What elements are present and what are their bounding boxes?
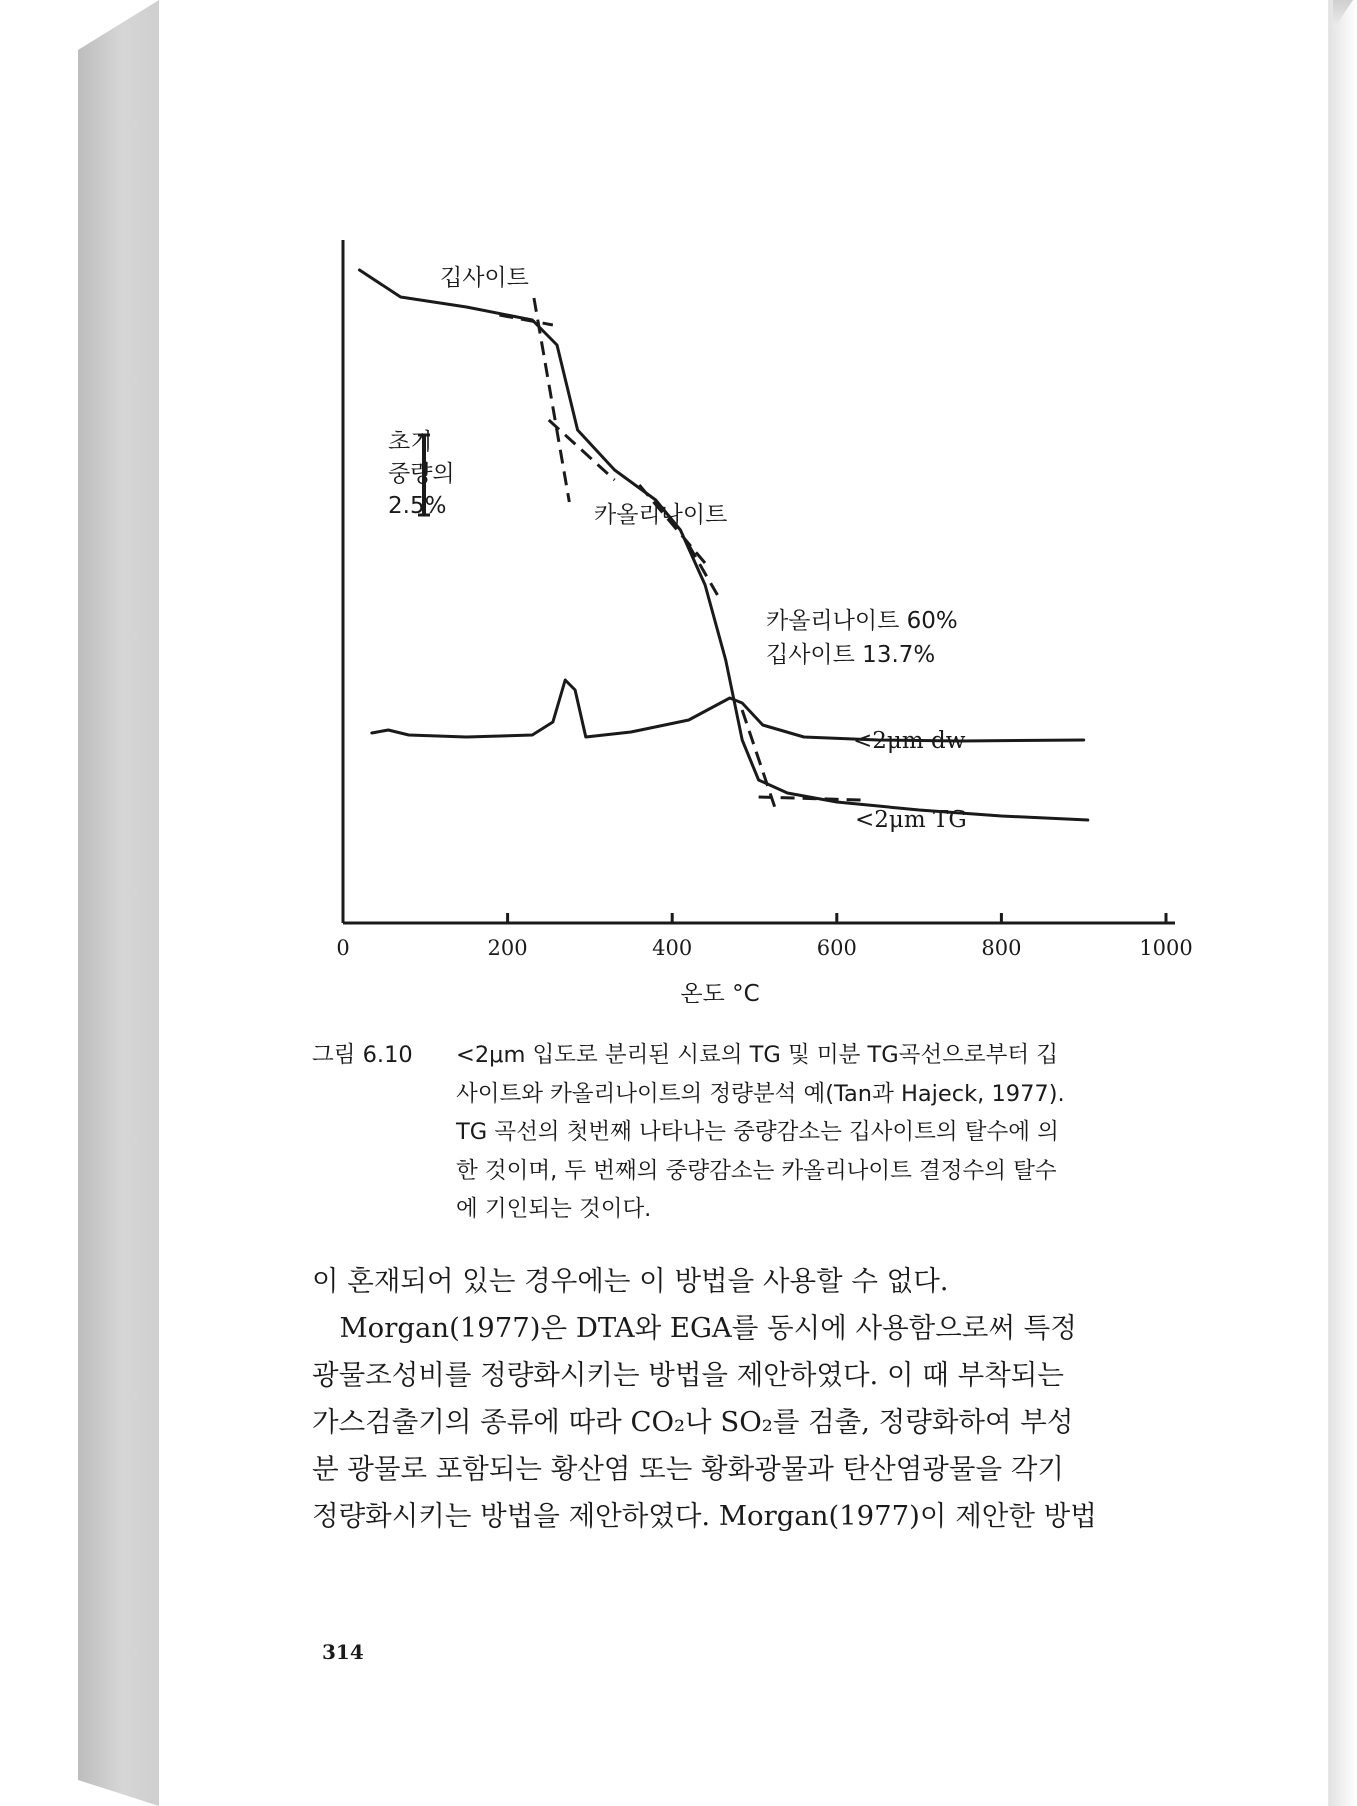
caption-label: 그림 6.10: [312, 1042, 413, 1068]
caption-line: 한 것이며, 두 번째의 중량감소는 카올리나이트 결정수의 탈수: [456, 1157, 1057, 1184]
body-line: 가스검출기의 종류에 따라 CO₂나 SO₂를 검출, 정량화하여 부성: [312, 1406, 1074, 1438]
tg-series-label: <2μm TG: [855, 807, 967, 833]
chart-axes: [343, 240, 1175, 923]
caption-line: 사이트와 카올리나이트의 정량분석 예(Tan과 Hajeck, 1977).: [456, 1080, 1065, 1107]
x-axis-label: 온도 °C: [680, 981, 760, 1007]
caption-text: [456, 1036, 1234, 1229]
dw-series-label: <2μm dw: [853, 728, 966, 754]
caption-line: TG 곡선의 첫번째 나타나는 중량감소는 깁사이트의 탈수에 의: [456, 1119, 1059, 1145]
tg-dtg-chart: [300, 225, 1200, 1015]
scale-label-line3: 2.5%: [388, 493, 447, 519]
body-line: 정량화시키는 방법을 제안하였다. Morgan(1977)이 제안한 방법: [312, 1500, 1097, 1532]
tangent-lines: [499, 298, 861, 808]
body-line: 분 광물로 포함되는 황산염 또는 황화광물과 탄산염광물을 각기: [312, 1453, 1064, 1485]
result-line2: 깁사이트 13.7%: [766, 642, 936, 668]
chart-curves: [360, 270, 1088, 820]
caption-line: <2μm 입도로 분리된 시료의 TG 및 미분 TG곡선으로부터 깁: [456, 1042, 1058, 1068]
kaolinite-label: 카올리나이트: [594, 502, 728, 528]
dtg-curve: [372, 680, 1084, 741]
x-tick-label: 400: [652, 936, 693, 960]
body-paragraph: [312, 1258, 1232, 1540]
body-line: Morgan(1977)은 DTA와 EGA를 동시에 사용함으로써 특정: [312, 1312, 1077, 1344]
tangent-line: [549, 420, 615, 480]
scale-label-line2: 중량의: [388, 461, 455, 487]
result-line1: 카올리나이트 60%: [766, 608, 958, 634]
tangent-line: [742, 710, 775, 808]
x-tick-label: 1000: [1139, 936, 1193, 960]
x-tick-label: 600: [816, 936, 857, 960]
x-tick-label: 800: [981, 936, 1022, 960]
caption-line: 에 기인되는 것이다.: [456, 1196, 652, 1222]
gibbsite-label: 깁사이트: [440, 265, 529, 291]
page-edge: [1329, 0, 1357, 1806]
page-number: 314: [322, 1640, 364, 1664]
x-tick-label: 0: [336, 936, 350, 960]
x-tick-label: 200: [487, 936, 528, 960]
body-line: 이 혼재되어 있는 경우에는 이 방법을 사용할 수 없다.: [312, 1265, 949, 1297]
scale-label-line1: 초기: [388, 429, 433, 455]
book-spine: [78, 0, 159, 1806]
x-axis-ticks: [336, 913, 1192, 960]
tangent-line: [689, 545, 718, 595]
body-line: 광물조성비를 정량화시키는 방법을 제안하였다. 이 때 부착되는: [312, 1359, 1064, 1391]
